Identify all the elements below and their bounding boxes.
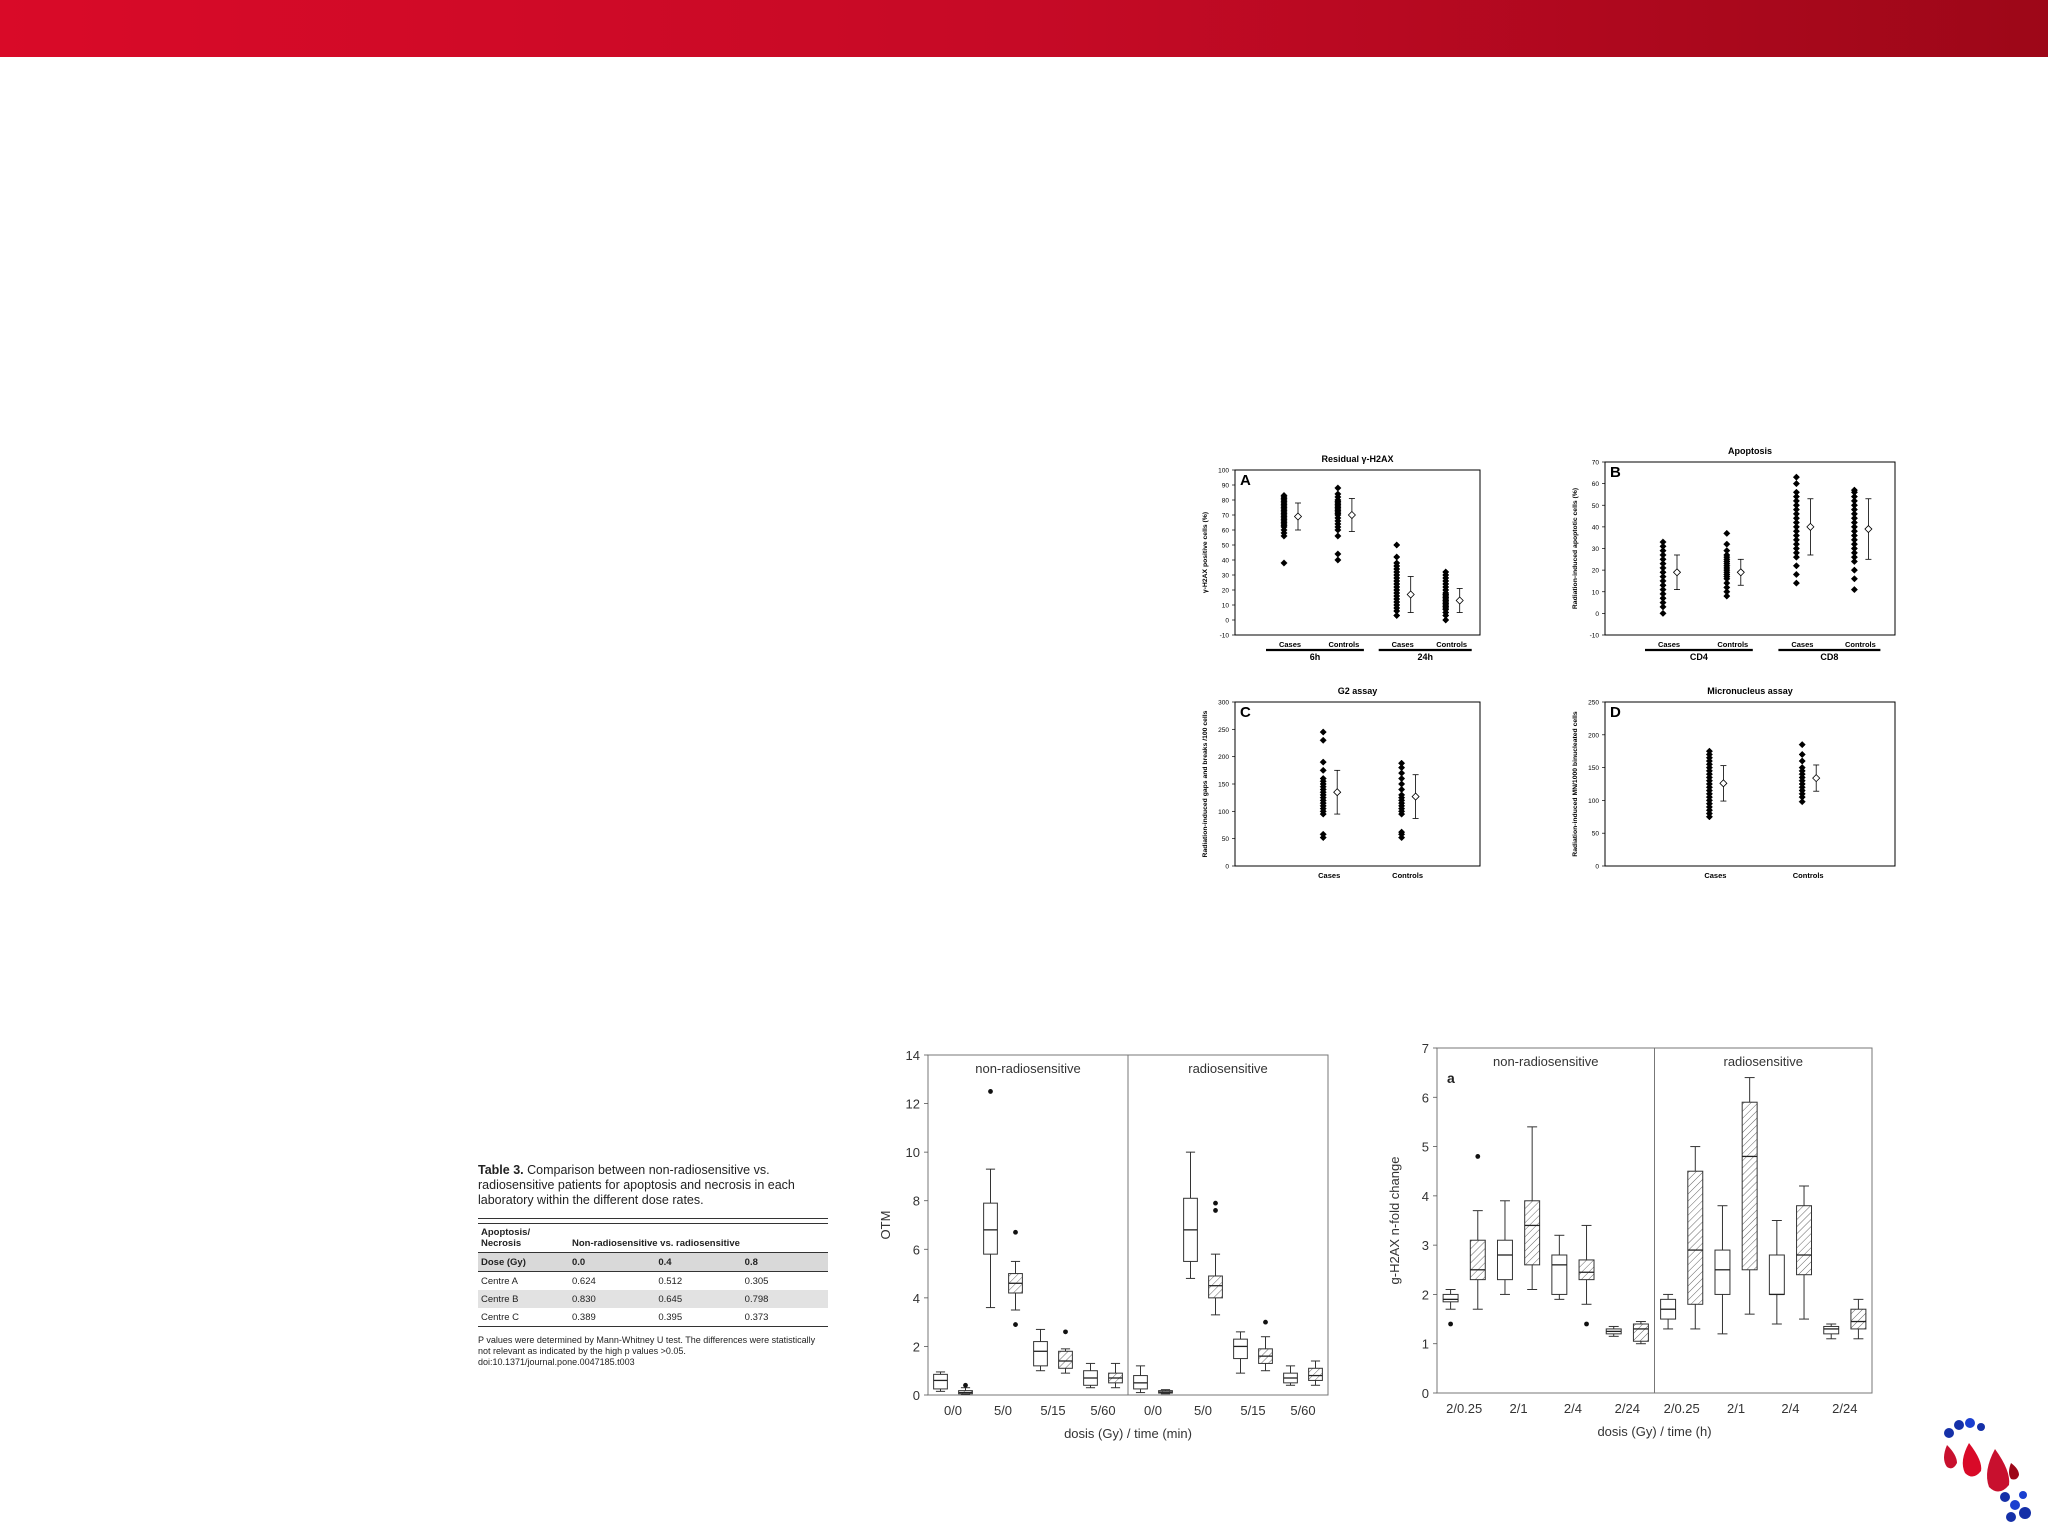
supergroup-label: 6h	[1309, 652, 1321, 662]
cell: 0.512	[658, 1275, 683, 1287]
data-point	[1335, 551, 1341, 557]
outlier	[1263, 1320, 1268, 1325]
plot-frame	[1605, 702, 1895, 866]
y-axis-label: γ-H2AX positive cells (%)	[1202, 511, 1209, 594]
box	[1309, 1368, 1323, 1380]
y-tick-label: 250	[1588, 699, 1599, 707]
y-tick-label: 200	[1588, 732, 1599, 740]
data-point	[1320, 767, 1326, 773]
y-tick-label: 8	[912, 1193, 920, 1209]
panel-letter: B	[1610, 464, 1621, 481]
y-tick-label: 40	[1591, 524, 1599, 532]
mean-marker	[1407, 591, 1414, 598]
x-tick-label: 2/0.25	[1663, 1401, 1700, 1416]
y-tick-label: 70	[1591, 459, 1599, 467]
y-tick-label: 10	[905, 1145, 920, 1161]
outlier	[1013, 1322, 1018, 1327]
data-point	[1320, 737, 1326, 743]
y-tick-label: 50	[1221, 836, 1229, 844]
row-name: Centre B	[478, 1290, 569, 1308]
mean-marker	[1674, 569, 1681, 576]
mean-marker	[1295, 513, 1302, 520]
box	[1525, 1201, 1540, 1265]
y-tick-label: 4	[1421, 1188, 1429, 1204]
y-axis-label: OTM	[878, 1210, 893, 1240]
row-name: Centre A	[481, 1275, 518, 1287]
cell: 0.395	[655, 1308, 741, 1327]
y-tick-label: 0	[1595, 863, 1599, 871]
y-tick-label: 50	[1591, 502, 1599, 510]
data-point	[1335, 557, 1341, 563]
data-point	[1851, 567, 1857, 573]
data-point	[1793, 489, 1799, 495]
y-tick-label: 50	[1221, 542, 1229, 550]
box	[1688, 1171, 1703, 1304]
y-tick-label: -10	[1219, 632, 1229, 640]
dose-1: 0.4	[655, 1253, 741, 1272]
data-point	[1394, 554, 1400, 560]
data-point	[1799, 758, 1805, 764]
data-point	[1281, 560, 1287, 566]
group-label: Controls	[1844, 640, 1876, 649]
y-tick-label: -10	[1589, 632, 1599, 640]
group-label: Cases	[1278, 640, 1302, 649]
plot-frame	[1235, 702, 1480, 866]
dose-label: Dose (Gy)	[478, 1253, 569, 1272]
outlier	[1013, 1230, 1018, 1235]
y-tick-label: 12	[905, 1096, 920, 1112]
x-tick-label: 5/0	[1193, 1403, 1213, 1418]
panel-title: Apoptosis	[1728, 446, 1772, 456]
y-tick-label: 100	[1218, 467, 1229, 475]
table-caption-label: Table 3.	[478, 1163, 524, 1177]
mean-marker	[1334, 789, 1341, 796]
data-point	[1851, 586, 1857, 592]
table-caption-text: Comparison between non-radiosensitive vs. radiosensitive patients for apoptosis and necrosis in each laboratory within the different dose rates.	[478, 1163, 795, 1207]
y-tick-label: 200	[1218, 754, 1229, 762]
group-label: Controls	[1328, 640, 1360, 649]
outlier	[1584, 1322, 1589, 1327]
data-point	[1799, 741, 1805, 747]
mean-marker	[1807, 523, 1814, 530]
y-tick-label: 60	[1591, 481, 1599, 489]
y-tick-label: 80	[1221, 497, 1229, 505]
panel-letter: a	[1447, 1070, 1455, 1086]
x-axis-label: dosis (Gy) / time (h)	[1597, 1424, 1712, 1439]
panel-title: Residual γ-H2AX	[1321, 454, 1394, 464]
y-tick-label: 5	[1421, 1139, 1429, 1155]
supergroup-label: CD4	[1689, 652, 1708, 662]
dose-0: 0.0	[569, 1253, 655, 1272]
y-tick-label: 6	[912, 1242, 920, 1258]
y-tick-label: 250	[1218, 726, 1229, 734]
y-tick-label: 3	[1421, 1238, 1429, 1254]
box	[1443, 1294, 1458, 1301]
x-tick-label: 5/0	[993, 1403, 1013, 1418]
group-label: Controls	[1792, 871, 1824, 880]
y-tick-label: 1	[1421, 1336, 1429, 1352]
group-label: Controls	[1717, 640, 1749, 649]
y-tick-label: 40	[1221, 557, 1229, 565]
x-axis-label: dosis (Gy) / time (min)	[1064, 1426, 1192, 1441]
cell: 0.830	[569, 1290, 655, 1308]
x-tick-label: 5/15	[1240, 1403, 1266, 1418]
outlier	[1213, 1208, 1218, 1213]
mean-marker	[1720, 780, 1727, 787]
mean-marker	[1865, 526, 1872, 533]
y-axis-label: Radiation-induced gaps and breaks /100 cells	[1202, 710, 1209, 858]
data-point	[1793, 563, 1799, 569]
box	[1797, 1206, 1812, 1275]
y-tick-label: 6	[1421, 1090, 1429, 1106]
x-tick-label: 0/0	[943, 1403, 963, 1418]
data-point	[1660, 610, 1666, 616]
cell: 0.798	[742, 1290, 828, 1308]
data-point	[1660, 539, 1666, 545]
table-3-grid	[478, 1218, 828, 1327]
y-tick-label: 10	[1591, 589, 1599, 597]
data-point	[1320, 759, 1326, 765]
y-tick-label: 20	[1221, 587, 1229, 595]
cell: 0.645	[655, 1290, 741, 1308]
x-tick-label: 2/24	[1832, 1401, 1858, 1416]
x-tick-label: 2/24	[1614, 1401, 1640, 1416]
group-label: non-radiosensitive	[975, 1061, 1081, 1076]
mean-marker	[1456, 597, 1463, 604]
y-axis-label: g-H2AX n-fold change	[1387, 1156, 1402, 1285]
y-tick-label: 4	[912, 1290, 920, 1306]
data-point	[1793, 480, 1799, 486]
y-axis-label: Radiation-induced MN/1000 binucleated cells	[1572, 711, 1579, 857]
box	[1579, 1260, 1594, 1280]
mean-marker	[1348, 512, 1355, 519]
y-tick-label: 14	[905, 1048, 920, 1063]
outlier	[963, 1383, 968, 1388]
x-tick-label: 2/1	[1509, 1401, 1528, 1416]
data-point	[1724, 547, 1730, 553]
supergroup-label: CD8	[1820, 652, 1839, 662]
data-point	[1335, 485, 1341, 491]
data-point	[1724, 541, 1730, 547]
box	[1742, 1102, 1757, 1270]
box	[1633, 1324, 1648, 1341]
data-point	[1851, 576, 1857, 582]
group-label: radiosensitive	[1723, 1054, 1803, 1069]
outlier	[1063, 1329, 1068, 1334]
blood-drop-logo	[1935, 1415, 2035, 1525]
scatter-figure	[1190, 440, 1920, 890]
data-point	[1320, 729, 1326, 735]
otm-boxplot	[870, 1040, 1340, 1450]
x-tick-label: 5/15	[1040, 1403, 1066, 1418]
group-label: Cases	[1791, 640, 1814, 649]
mean-marker	[1813, 775, 1820, 782]
group-label: Cases	[1657, 640, 1681, 649]
mean-marker	[1737, 569, 1744, 576]
panel-title: G2 assay	[1337, 686, 1378, 696]
x-tick-label: 5/60	[1090, 1403, 1116, 1418]
x-tick-label: 2/1	[1727, 1401, 1746, 1416]
group-label: Controls	[1436, 640, 1468, 649]
h2ax-boxplot	[1375, 1040, 1885, 1450]
x-tick-label: 2/0.25	[1446, 1401, 1483, 1416]
table-col1-header: Non-radiosensitive vs. radiosensitive	[569, 1224, 828, 1253]
cell: 0.305	[744, 1275, 769, 1287]
group-label: non-radiosensitive	[1492, 1054, 1599, 1069]
y-tick-label: 150	[1588, 765, 1599, 773]
data-point	[1335, 533, 1341, 539]
table-row	[478, 1290, 828, 1308]
data-point	[1793, 580, 1799, 586]
data-point	[1394, 542, 1400, 548]
y-tick-label: 0	[1225, 863, 1229, 871]
panel-a	[1202, 454, 1480, 662]
dose-2: 0.8	[742, 1253, 828, 1272]
data-point	[1799, 751, 1805, 757]
box	[1715, 1250, 1730, 1294]
y-tick-label: 300	[1218, 699, 1229, 707]
panel-d	[1572, 686, 1895, 880]
box	[1470, 1240, 1485, 1279]
y-tick-label: 0	[1421, 1386, 1429, 1401]
y-tick-label: 0	[1225, 617, 1229, 625]
data-point	[1724, 530, 1730, 536]
panel-letter: A	[1240, 472, 1251, 489]
y-tick-label: 90	[1221, 482, 1229, 490]
cell: 0.373	[742, 1308, 828, 1327]
row-name: Centre C	[478, 1308, 569, 1327]
x-tick-label: 2/4	[1781, 1401, 1800, 1416]
y-tick-label: 2	[912, 1339, 920, 1355]
table-caption	[478, 1163, 828, 1208]
panel-letter: C	[1240, 704, 1251, 721]
y-tick-label: 50	[1591, 830, 1599, 838]
drop-red-shapes	[1944, 1443, 2019, 1492]
y-tick-label: 10	[1221, 602, 1229, 610]
y-tick-label: 30	[1221, 572, 1229, 580]
box	[1234, 1339, 1248, 1358]
box	[1059, 1351, 1073, 1368]
supergroup-label: 24h	[1417, 652, 1433, 662]
x-tick-label: 2/4	[1563, 1401, 1582, 1416]
box	[1497, 1240, 1512, 1279]
box	[934, 1374, 948, 1389]
outlier	[1448, 1322, 1453, 1327]
y-tick-label: 20	[1591, 567, 1599, 575]
table-doi: doi:10.1371/journal.pone.0047185.t003	[478, 1357, 635, 1367]
cell: 0.389	[569, 1308, 655, 1327]
y-tick-label: 0	[912, 1388, 920, 1403]
data-point	[1793, 474, 1799, 480]
data-point	[1793, 571, 1799, 577]
table-row	[478, 1308, 828, 1327]
box	[1851, 1309, 1866, 1329]
y-axis-label: Radiation-induced apoptotic cells (%)	[1572, 487, 1579, 610]
box	[1769, 1255, 1784, 1294]
table-3	[478, 1163, 828, 1368]
mean-marker	[1412, 793, 1419, 800]
data-point	[1398, 760, 1404, 766]
box	[1209, 1276, 1223, 1298]
box	[1034, 1342, 1048, 1366]
y-tick-label: 70	[1221, 512, 1229, 520]
box	[984, 1203, 998, 1254]
y-tick-label: 30	[1591, 546, 1599, 553]
y-tick-label: 7	[1421, 1041, 1429, 1056]
box	[1552, 1255, 1567, 1294]
group-label: Controls	[1392, 871, 1424, 880]
header-band	[0, 0, 2048, 57]
y-tick-label: 100	[1218, 808, 1229, 816]
box	[1824, 1326, 1839, 1333]
group-label: Cases	[1318, 871, 1341, 880]
x-tick-label: 5/60	[1290, 1403, 1316, 1418]
outlier	[988, 1089, 993, 1094]
table-col0-header: Apoptosis/ Necrosis	[478, 1224, 569, 1253]
panel-letter: D	[1610, 704, 1621, 721]
cell: 0.624	[572, 1275, 596, 1287]
y-tick-label: 60	[1221, 527, 1229, 535]
panel-title: Micronucleus assay	[1707, 686, 1793, 696]
panel-c	[1202, 686, 1480, 880]
y-tick-label: 0	[1595, 610, 1599, 618]
group-label: Cases	[1391, 640, 1414, 649]
outlier	[1213, 1201, 1218, 1206]
outlier	[1475, 1154, 1480, 1159]
table-note: P values were determined by Mann-Whitney U test. The differences were statistically not relevant as indicated by the high p values >0.05.	[478, 1335, 816, 1356]
table-row	[478, 1272, 828, 1291]
y-tick-label: 150	[1218, 781, 1229, 789]
group-label: Cases	[1704, 871, 1727, 880]
panel-b	[1572, 446, 1895, 662]
y-tick-label: 100	[1588, 797, 1599, 805]
y-tick-label: 2	[1421, 1287, 1429, 1303]
group-label: radiosensitive	[1188, 1061, 1268, 1076]
x-tick-label: 0/0	[1143, 1403, 1163, 1418]
